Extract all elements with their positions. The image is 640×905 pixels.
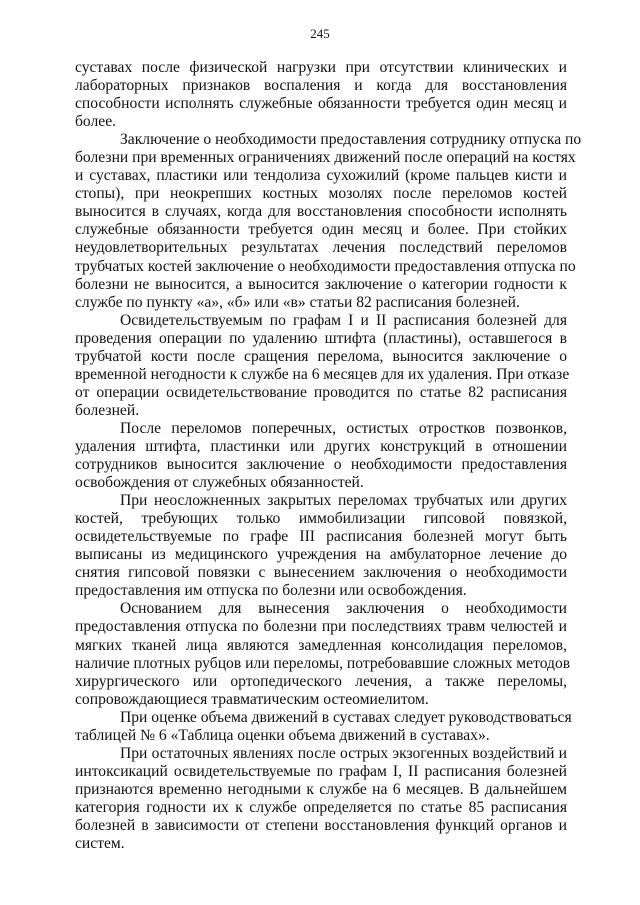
page-number: 245: [310, 26, 330, 41]
text-line: более.: [75, 113, 117, 131]
paragraph: [75, 420, 567, 492]
text-line: хирургического или ортопедического лечения, а также переломы,: [75, 672, 567, 690]
text-line: Основанием для вынесения заключения о необходимости: [120, 600, 567, 618]
paragraph: [75, 492, 567, 600]
text-line: мягких тканей лица являются замедленная консолидация переломов,: [75, 636, 567, 654]
text-line: Освидетельствуемым по графам I и II расписания болезней для: [120, 311, 567, 329]
text-line: от операции освидетельствование проводится по статье 82 расписания: [75, 383, 567, 401]
paragraph: [75, 600, 571, 708]
text-line: болезней.: [75, 401, 140, 419]
text-line: При остаточных явлениях после острых экзогенных воздействий и: [120, 744, 567, 762]
text-line: После переломов поперечных, остистых отростков позвонков,: [120, 419, 567, 437]
text-line: предоставления отпуска по болезни при последствиях травм челюстей и: [75, 618, 567, 636]
text-line: выписаны из медицинского учреждения на амбулаторное лечение до: [75, 546, 567, 564]
text-line: сотрудников выносится заключение о необходимости предоставления: [75, 456, 567, 474]
text-line: удаления штифта, пластинки или других конструкций в отношении: [75, 437, 567, 455]
text-line: и суставах, пластики или тендолиза сухожилий (кроме пальцев кисти и: [75, 167, 567, 185]
text-line: систем.: [75, 835, 125, 853]
text-line: болезней в зависимости от степени восстановления функций органов и: [75, 816, 567, 834]
text-line: снятия гипсовой повязки с вынесением заключения о необходимости: [75, 564, 567, 582]
text-line: болезни не выносится, а выносится заключение о категории годности к: [75, 275, 567, 293]
text-line: выносится в случаях, когда для восстановления способности исполнять: [75, 203, 567, 221]
text-line: наличие плотных рубцов или переломы, потребовавшие сложных методов: [75, 654, 571, 672]
text-line: служебные обязанности требуется один месяц и более. При стойких: [75, 221, 567, 239]
text-line: интоксикаций освидетельствуемые по графам I, II расписания болезней: [75, 762, 567, 780]
text-line: освобождения от служебных обязанностей.: [75, 474, 364, 492]
document-body: [75, 59, 582, 853]
text-line: стопы), при неокрепших костных мозолях после переломов костей: [75, 185, 567, 203]
text-line: Заключение о необходимости предоставления сотруднику отпуска по: [120, 131, 582, 149]
paragraph: [75, 708, 572, 745]
text-line: признаются временно негодными к службе на 6 месяцев. В дальнейшем: [75, 780, 567, 798]
text-line: таблицей № 6 «Таблица оценки объема движений в суставах».: [75, 726, 490, 744]
text-line: костей, требующих только иммобилизации гипсовой повязкой,: [75, 510, 567, 528]
text-line: трубчатой кости после сращения перелома, выносится заключение о: [75, 347, 567, 365]
text-line: сопровождающиеся травматическим остеомиелитом.: [75, 690, 429, 708]
text-line: суставах после физической нагрузки при отсутствии клинических и: [75, 59, 567, 76]
text-line: лабораторных признаков воспаления и когда для восстановления: [75, 77, 567, 95]
text-line: неудовлетворительных результатах лечения последствий переломов: [75, 239, 567, 257]
text-line: трубчатых костей заключение о необходимости предоставления отпуска по: [75, 257, 576, 275]
text-line: При оценке объема движений в суставах следует руководствоваться: [120, 708, 572, 726]
paragraph: [75, 311, 570, 420]
paragraph: [75, 131, 582, 311]
text-line: способности исполнять служебные обязанности требуется один месяц и: [75, 95, 567, 113]
paragraph: [75, 745, 567, 853]
text-line: предоставления им отпуска по болезни или освобождения.: [75, 582, 467, 600]
text-line: При неосложненных закрытых переломах трубчатых или других: [120, 492, 567, 510]
text-line: службе по пункту «а», «б» или «в» статьи 82 расписания болезней.: [75, 293, 520, 311]
text-line: освидетельствуемые по графе III расписания болезней могут быть: [75, 528, 567, 546]
text-line: болезни при временных ограничениях движений после операций на костях: [75, 149, 576, 167]
text-line: категория годности их к службе определяется по статье 85 расписания: [75, 798, 567, 816]
text-line: временной негодности к службе на 6 месяцев для их удаления. При отказе: [75, 365, 570, 383]
text-line: проведения операции по удалению штифта (пластины), оставшегося в: [75, 329, 567, 347]
paragraph: [75, 59, 567, 131]
